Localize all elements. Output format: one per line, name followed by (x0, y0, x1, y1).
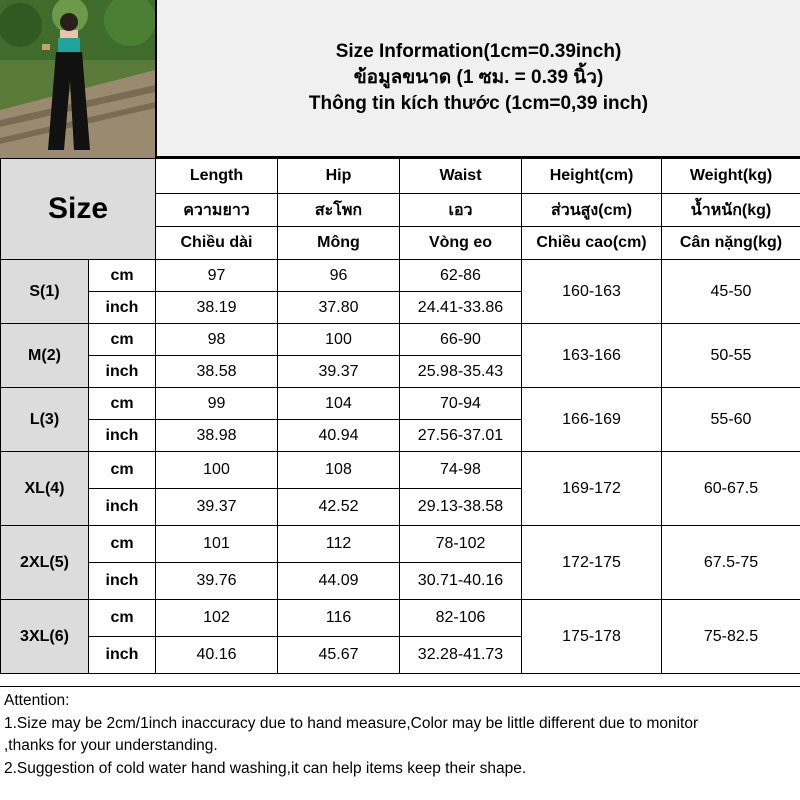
waist-cm: 82-106 (400, 600, 522, 637)
hip-cm: 108 (278, 452, 400, 489)
col-height-en: Height(cm) (522, 159, 662, 194)
unit-inch: inch (89, 292, 156, 324)
header-title-english: Size Information(1cm=0.39inch) (335, 41, 622, 62)
col-waist-vi: Vòng eo (400, 227, 522, 260)
hip-cm: 100 (278, 324, 400, 356)
unit-cm: cm (89, 324, 156, 356)
attention-note-1-cont: ,thanks for your understanding. (4, 737, 218, 754)
col-height-vi: Chiều cao(cm) (522, 227, 662, 260)
size-label: L(3) (1, 388, 89, 452)
weight-range: 55-60 (662, 388, 800, 452)
size-column-header: Size (1, 159, 156, 260)
length-cm: 101 (156, 526, 278, 563)
waist-cm: 78-102 (400, 526, 522, 563)
size-label: 3XL(6) (1, 600, 89, 674)
hip-cm: 104 (278, 388, 400, 420)
col-hip-vi: Mông (278, 227, 400, 260)
length-inch: 39.76 (156, 563, 278, 600)
length-cm: 97 (156, 260, 278, 292)
col-length-vi: Chiều dài (156, 227, 278, 260)
model-photo-image (0, 0, 155, 158)
length-cm: 98 (156, 324, 278, 356)
hip-inch: 39.37 (278, 356, 400, 388)
length-cm: 99 (156, 388, 278, 420)
col-waist-th: เอว (400, 194, 522, 227)
col-hip-th: สะโพก (278, 194, 400, 227)
col-height-th: ส่วนสูง(cm) (522, 194, 662, 227)
hip-inch: 45.67 (278, 637, 400, 674)
size-label: S(1) (1, 260, 89, 324)
weight-range: 75-82.5 (662, 600, 800, 674)
attention-title: Attention: (4, 692, 70, 709)
col-hip-en: Hip (278, 159, 400, 194)
waist-cm: 66-90 (400, 324, 522, 356)
length-cm: 102 (156, 600, 278, 637)
col-weight-th: น้ำหนัก(kg) (662, 194, 800, 227)
length-inch: 39.37 (156, 489, 278, 526)
size-table (0, 158, 800, 674)
height-range: 172-175 (522, 526, 662, 600)
waist-cm: 70-94 (400, 388, 522, 420)
unit-inch: inch (89, 563, 156, 600)
col-waist-en: Waist (400, 159, 522, 194)
col-weight-vi: Cân nặng(kg) (662, 227, 800, 260)
height-range: 169-172 (522, 452, 662, 526)
height-range: 166-169 (522, 388, 662, 452)
unit-inch: inch (89, 420, 156, 452)
col-weight-en: Weight(kg) (662, 159, 800, 194)
length-inch: 38.19 (156, 292, 278, 324)
unit-inch: inch (89, 637, 156, 674)
attention-note-2: 2.Suggestion of cold water hand washing,it can help items keep their shape. (4, 759, 527, 777)
waist-cm: 62-86 (400, 260, 522, 292)
height-range: 160-163 (522, 260, 662, 324)
length-inch: 38.58 (156, 356, 278, 388)
weight-range: 45-50 (662, 260, 800, 324)
hip-cm: 96 (278, 260, 400, 292)
length-inch: 38.98 (156, 420, 278, 452)
waist-inch: 25.98-35.43 (400, 356, 522, 388)
waist-inch: 24.41-33.86 (400, 292, 522, 324)
col-length-th: ความยาว (156, 194, 278, 227)
waist-inch: 29.13-38.58 (400, 489, 522, 526)
height-range: 163-166 (522, 324, 662, 388)
hip-inch: 37.80 (278, 292, 400, 324)
col-length-en: Length (156, 159, 278, 194)
hip-inch: 40.94 (278, 420, 400, 452)
unit-inch: inch (89, 356, 156, 388)
waist-inch: 27.56-37.01 (400, 420, 522, 452)
height-range: 175-178 (522, 600, 662, 674)
weight-range: 60-67.5 (662, 452, 800, 526)
header-title-vietnamese: Thông tin kích thước (1cm=0,39 inch) (308, 93, 649, 114)
unit-cm: cm (89, 260, 156, 292)
weight-range: 67.5-75 (662, 526, 800, 600)
unit-cm: cm (89, 526, 156, 563)
attention-note-1: 1.Size may be 2cm/1inch inaccuracy due to hand measure,Color may be little different due to monitor (4, 714, 699, 732)
header-title-thai: ข้อมูลขนาด (1 ซม. = 0.39 นิ้ว) (353, 67, 604, 88)
unit-cm: cm (89, 388, 156, 420)
hip-cm: 116 (278, 600, 400, 637)
waist-inch: 30.71-40.16 (400, 563, 522, 600)
size-info-header (155, 0, 800, 158)
waist-cm: 74-98 (400, 452, 522, 489)
attention-notes (0, 686, 800, 800)
hip-inch: 44.09 (278, 563, 400, 600)
unit-inch: inch (89, 489, 156, 526)
size-label: 2XL(5) (1, 526, 89, 600)
weight-range: 50-55 (662, 324, 800, 388)
unit-cm: cm (89, 452, 156, 489)
product-photo (0, 0, 155, 158)
hip-cm: 112 (278, 526, 400, 563)
hip-inch: 42.52 (278, 489, 400, 526)
length-cm: 100 (156, 452, 278, 489)
length-inch: 40.16 (156, 637, 278, 674)
waist-inch: 32.28-41.73 (400, 637, 522, 674)
size-label: M(2) (1, 324, 89, 388)
unit-cm: cm (89, 600, 156, 637)
size-label: XL(4) (1, 452, 89, 526)
